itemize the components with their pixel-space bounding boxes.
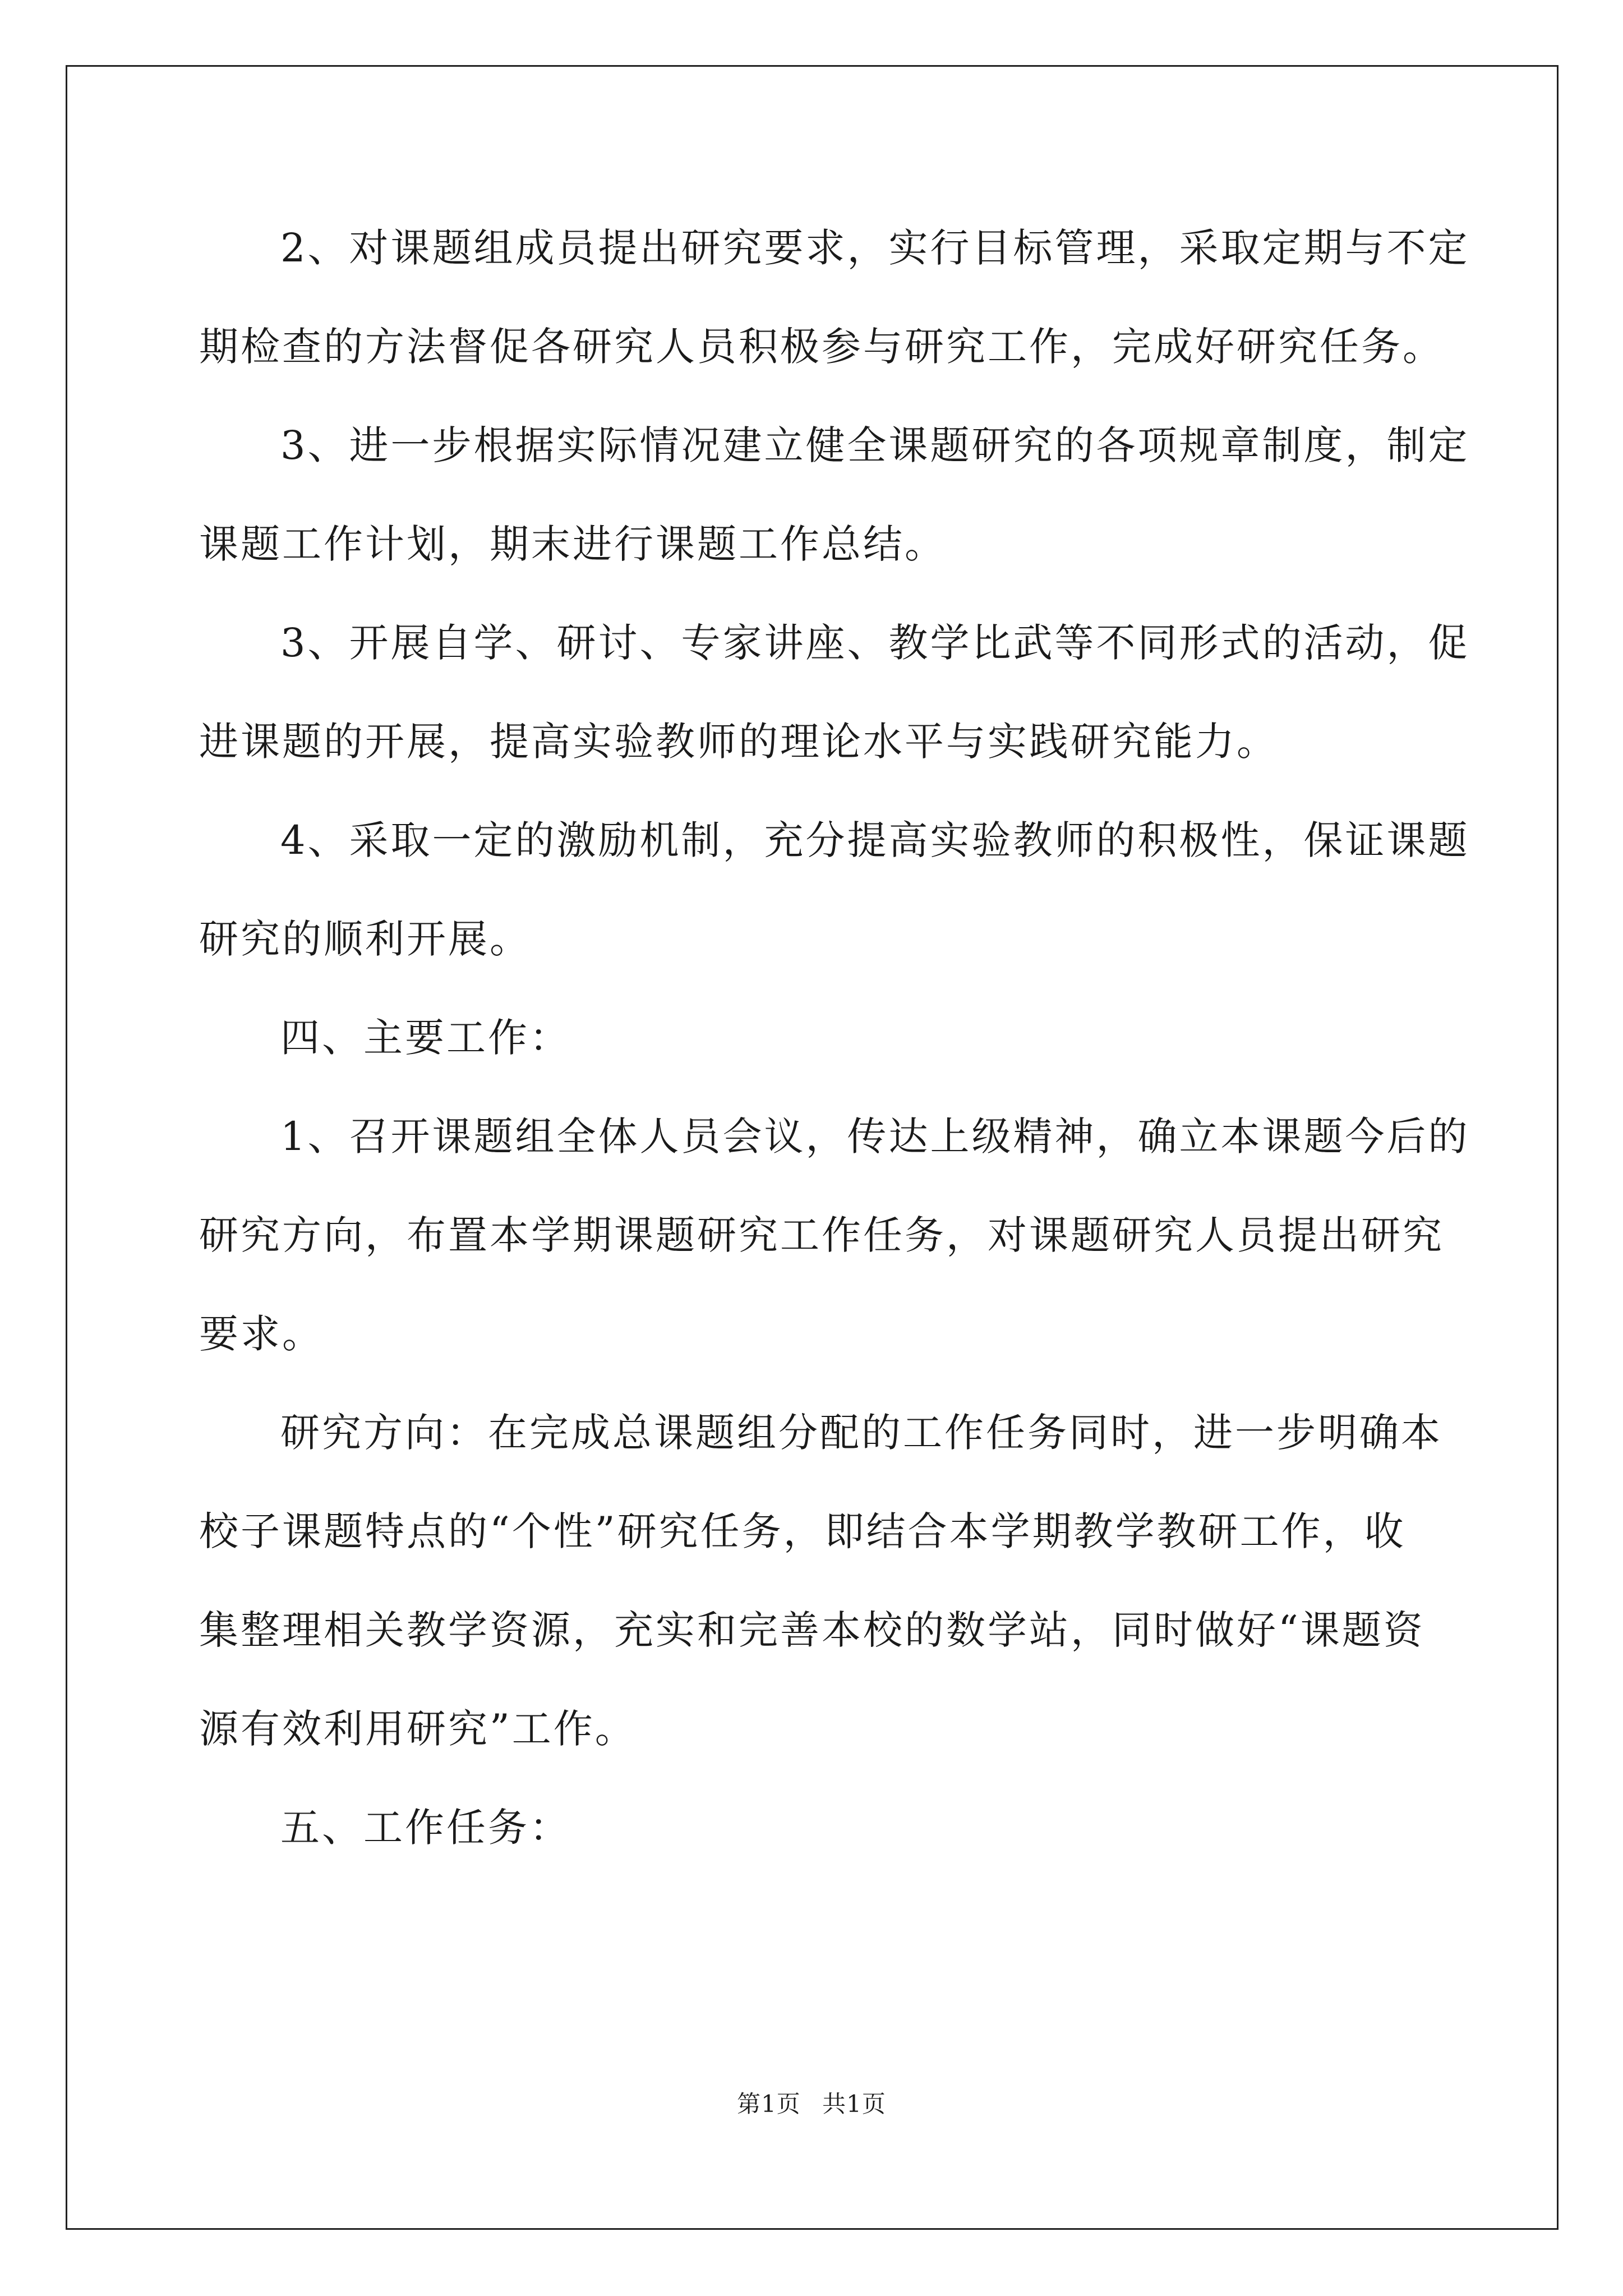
text-line: 进课题的开展，提高实验教师的理论水平与实践研究能力。 — [199, 719, 1278, 765]
text-line: 3、开展自学、研讨、专家讲座、教学比武等不同形式的活动，促 — [280, 620, 1470, 666]
text-line: 1、召开课题组全体人员会议，传达上级精神，确立本课题今后的 — [280, 1114, 1470, 1159]
section-heading: 五、工作任务： — [280, 1805, 571, 1851]
text-line: 4、采取一定的激励机制，充分提高实验教师的积极性，保证课题 — [280, 817, 1470, 863]
text-line: 3、进一步根据实际情况建立健全课题研究的各项规章制度，制定 — [280, 422, 1470, 468]
page-number: 第1页 — [737, 2090, 801, 2118]
document-body — [199, 217, 1470, 1895]
text-line: 集整理相关教学资源，充实和完善本校的数学站，同时做好“课题资 — [199, 1607, 1425, 1653]
page-total: 共1页 — [822, 2090, 886, 2118]
text-line: 研究方向：在完成总课题组分配的工作任务同时，进一步明确本 — [280, 1410, 1442, 1456]
text-line: 课题工作计划，期末进行课题工作总结。 — [199, 521, 946, 567]
text-line: 源有效利用研究”工作。 — [199, 1706, 637, 1752]
text-line: 要求。 — [199, 1311, 324, 1357]
text-line: 期检查的方法督促各研究人员积极参与研究工作，完成好研究任务。 — [199, 324, 1444, 370]
section-heading: 四、主要工作： — [280, 1015, 571, 1061]
text-line: 研究方向，布置本学期课题研究工作任务，对课题研究人员提出研究 — [199, 1212, 1444, 1258]
text-line: 研究的顺利开展。 — [199, 916, 531, 962]
text-line: 2、对课题组成员提出研究要求，实行目标管理，采取定期与不定 — [280, 225, 1470, 271]
text-line: 校子课题特点的“个性”研究任务，即结合本学期教学教研工作，收 — [199, 1508, 1406, 1554]
page-footer — [0, 2086, 1623, 2119]
